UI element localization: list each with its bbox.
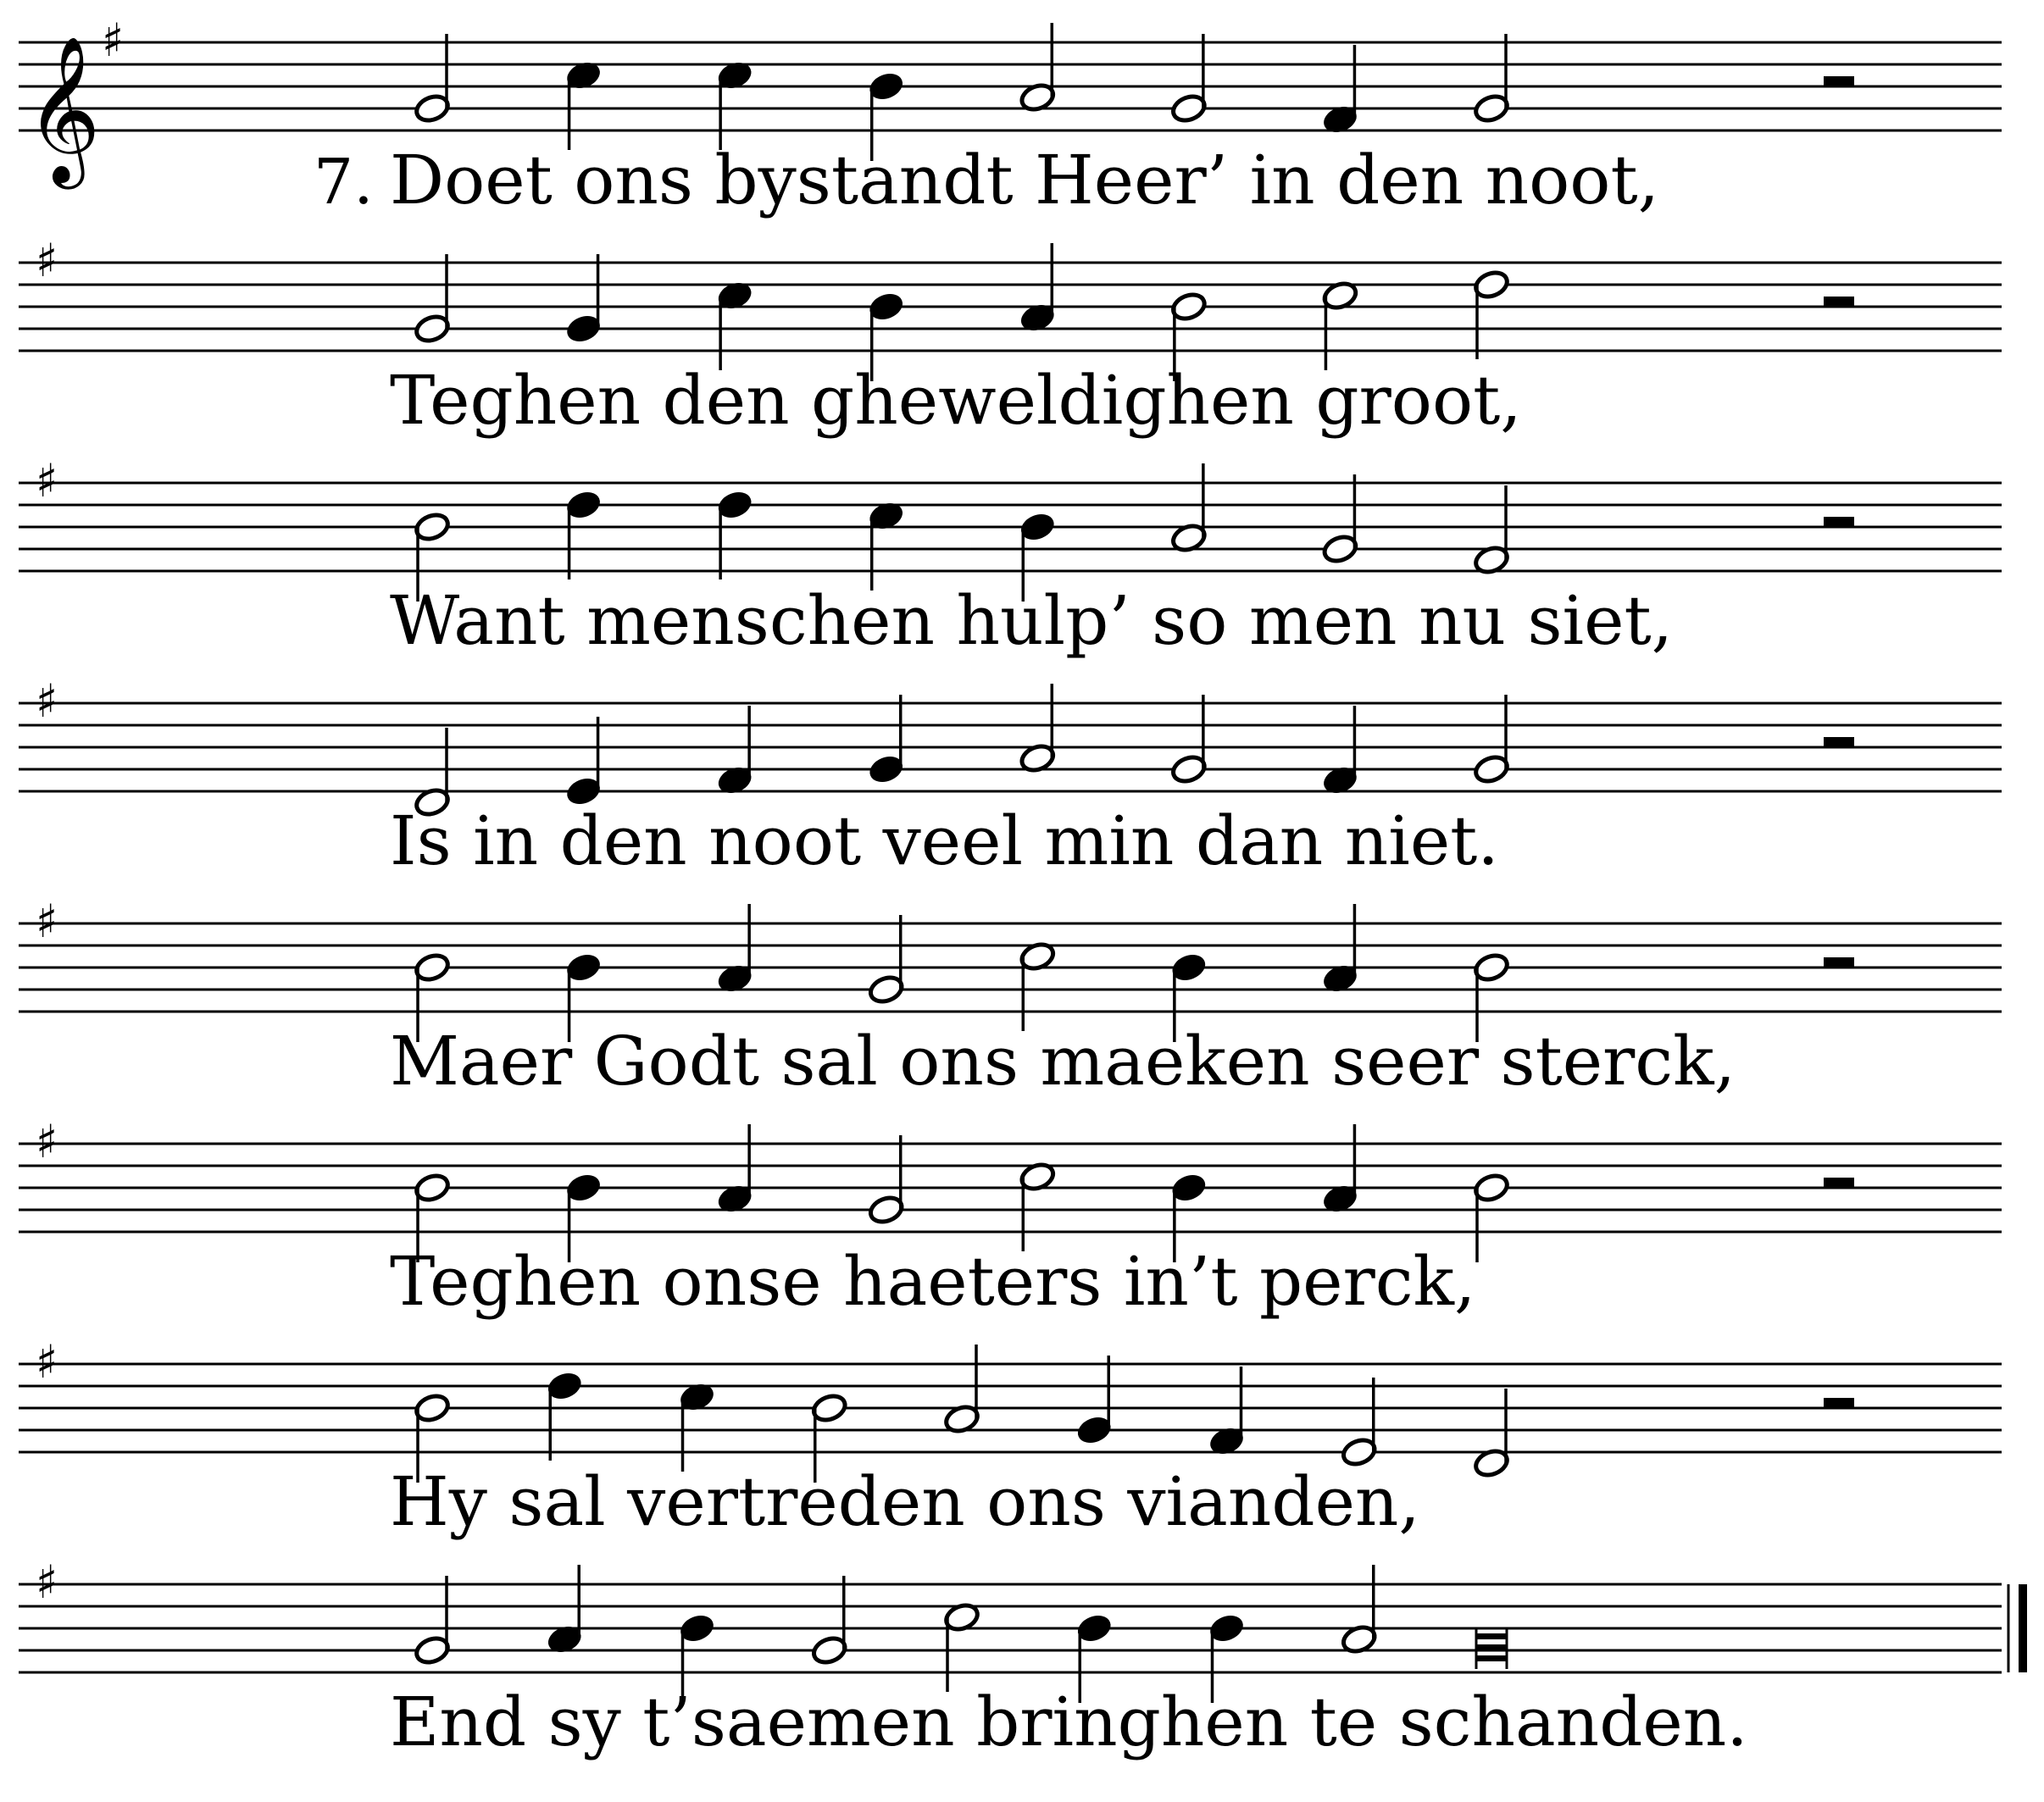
lyric-line: Teghen den gheweldighen groot, (390, 361, 1522, 440)
note (1321, 1124, 1359, 1215)
note (1473, 695, 1511, 785)
note (867, 500, 905, 591)
sharp-icon: ♯ (36, 234, 58, 287)
note (943, 1601, 981, 1692)
sharp-icon: ♯ (36, 1115, 58, 1168)
note (564, 254, 603, 345)
half-rest (1824, 76, 1854, 86)
staff-system (19, 14, 2002, 219)
note (1019, 1161, 1057, 1251)
note (1473, 34, 1511, 125)
sharp-icon: ♯ (36, 454, 58, 507)
note (414, 254, 452, 345)
note (1473, 269, 1511, 359)
final-barline-thick (2019, 1584, 2027, 1672)
note (1169, 695, 1208, 785)
note (1473, 485, 1511, 576)
note (716, 280, 754, 370)
note (1321, 280, 1359, 370)
note (1473, 1172, 1511, 1262)
staff-system (19, 1115, 2002, 1321)
half-rest (1824, 1398, 1854, 1408)
note (1019, 23, 1057, 114)
note (716, 706, 754, 796)
note (716, 1124, 754, 1215)
note (1321, 474, 1359, 565)
note (716, 904, 754, 995)
note (1169, 463, 1208, 554)
final-note-bar (1476, 1655, 1507, 1661)
note (1208, 1367, 1246, 1457)
note (1473, 1389, 1511, 1479)
final-note-bar (1476, 1644, 1507, 1650)
half-rest (1824, 737, 1854, 747)
sharp-icon: ♯ (36, 895, 58, 948)
note (546, 1370, 584, 1461)
half-rest (1824, 517, 1854, 527)
staff-system (19, 1335, 2002, 1541)
note (1321, 904, 1359, 995)
note (1321, 706, 1359, 796)
lyric-line: Is in den noot veel min dan niet. (390, 801, 1499, 880)
note (1019, 940, 1057, 1031)
note (810, 1576, 848, 1666)
sharp-icon: ♯ (36, 674, 58, 728)
note (414, 1576, 452, 1666)
verse-number: 7. (314, 146, 374, 219)
sharp-icon: ♯ (102, 14, 125, 67)
staff-system (19, 454, 2002, 660)
note (414, 34, 452, 125)
note (546, 1565, 584, 1655)
note (1340, 1378, 1378, 1468)
note (678, 1381, 716, 1472)
lyric-line: Maer Godt sal ons maeken seer sterck, (390, 1022, 1736, 1101)
lyric-line: Want menschen hulp’ so men nu siet, (390, 581, 1674, 660)
note (1476, 1628, 1507, 1669)
note (1169, 34, 1208, 125)
staff-system (19, 895, 2002, 1101)
note (564, 489, 603, 579)
note (867, 915, 905, 1006)
note (1340, 1565, 1378, 1655)
note (1075, 1356, 1114, 1446)
staff-system (19, 674, 2002, 880)
lyric-line: Doet ons bystandt Heer’ in den noot, (390, 141, 1660, 219)
staff-system (19, 234, 2002, 440)
final-note-bar (1476, 1633, 1507, 1639)
note (1321, 45, 1359, 136)
lyric-line: Hy sal vertreden ons vianden, (390, 1462, 1420, 1541)
note (867, 695, 905, 785)
note (716, 59, 754, 150)
half-rest (1824, 957, 1854, 968)
half-rest (1824, 297, 1854, 307)
note (564, 717, 603, 807)
note (867, 1135, 905, 1226)
note (1019, 684, 1057, 774)
note (564, 59, 603, 150)
lyric-line: Teghen onse haeters in’t perck, (390, 1242, 1476, 1321)
half-rest (1824, 1178, 1854, 1188)
sharp-icon: ♯ (36, 1555, 58, 1609)
sharp-icon: ♯ (36, 1335, 58, 1389)
treble-clef-icon: 𝄞 (25, 36, 101, 183)
note (1019, 243, 1057, 334)
note (943, 1345, 981, 1435)
note (716, 489, 754, 579)
staff-system (19, 1555, 2027, 1761)
lyric-line: End sy t’saemen bringhen te schanden. (390, 1683, 1748, 1761)
